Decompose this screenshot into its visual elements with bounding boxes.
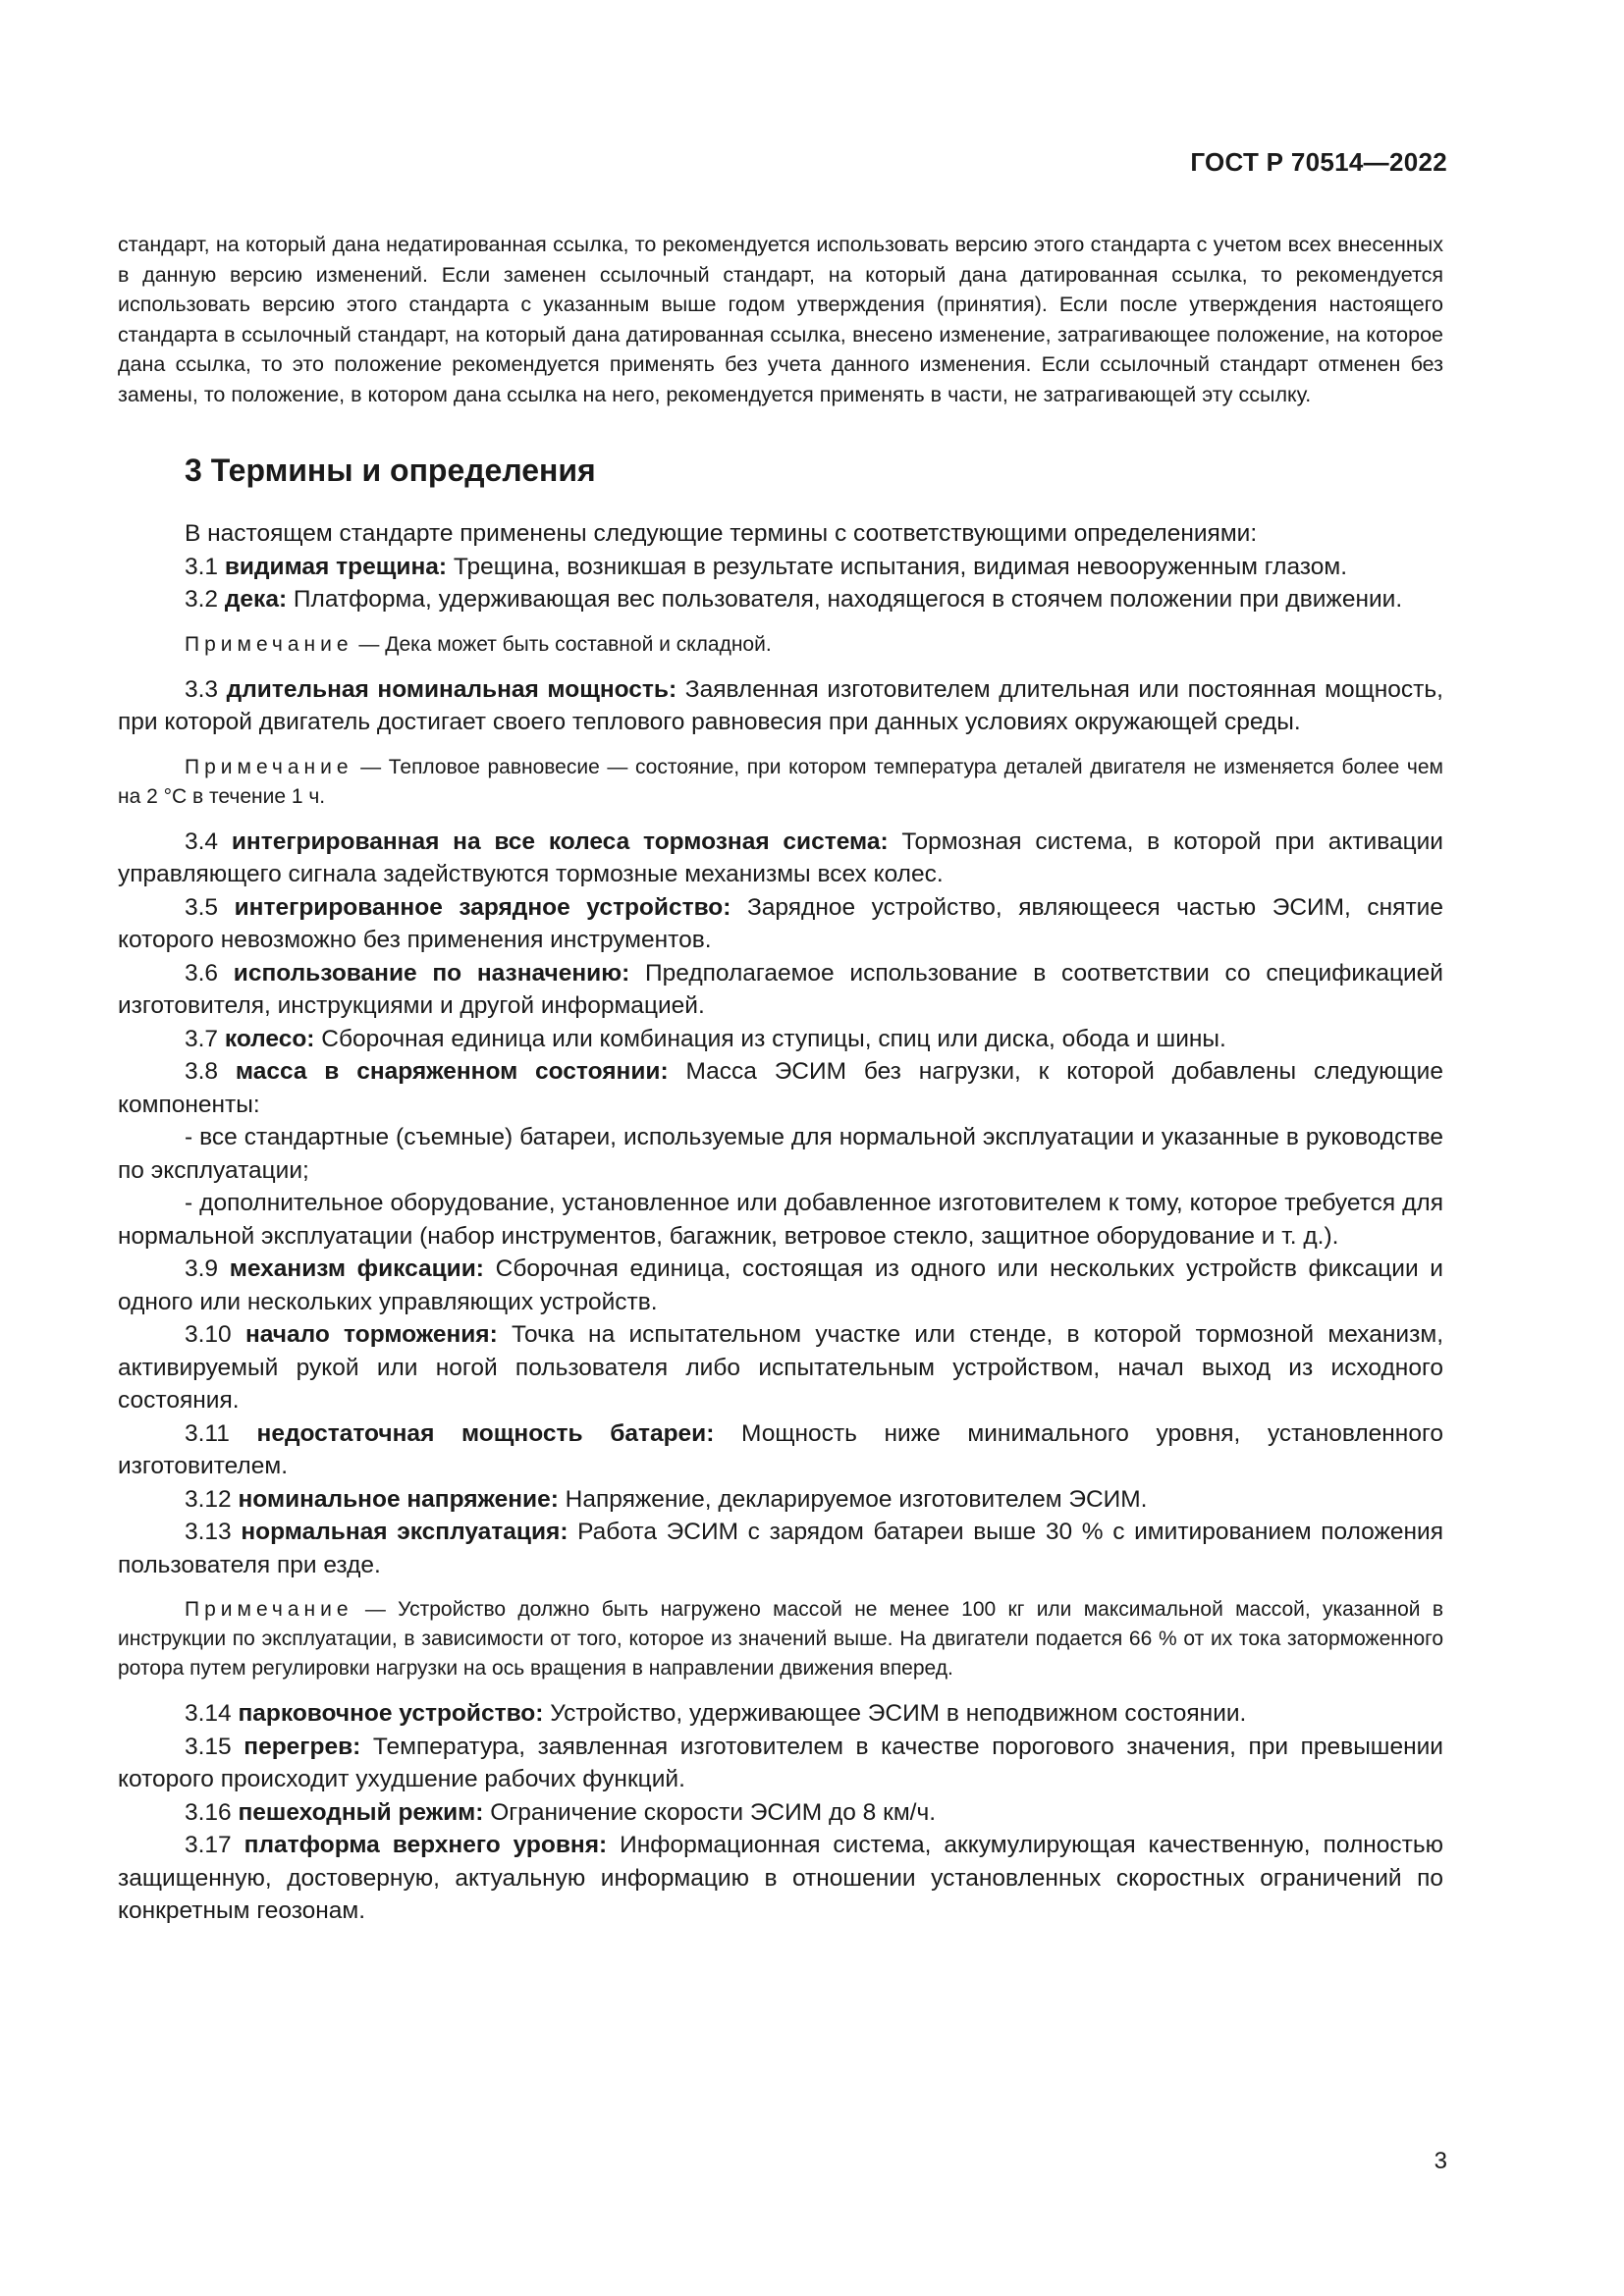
term-number: 3.11 xyxy=(185,1419,257,1447)
term-name: интегрированная на все колеса тормозная система: xyxy=(231,828,889,855)
term-number: 3.6 xyxy=(185,959,234,987)
term-number: 3.8 xyxy=(185,1058,236,1085)
term-definition: Точка на испытательном участке или стенде, в которой тормозной механизм, активируемый рукой или ногой пользователя либо испытательным устройством, начал выход из исходного состояния. xyxy=(118,1321,1443,1414)
note-text: — Дека может быть составной и складной. xyxy=(352,632,772,656)
note-text: — Устройство должно быть нагружено массой не менее 100 кг или максимальной массой, указанной в инструкции по эксплуатации, в зависимости от того, которое из значений выше. На двигатели подается 66 % от их тока заторможенного ротора путем регулировки нагрузки на ось вращения в направлении движения вперед. xyxy=(118,1598,1443,1680)
term-name: колесо: xyxy=(224,1025,315,1052)
term-3-9 xyxy=(118,1253,1443,1318)
term-number: 3.13 xyxy=(185,1519,242,1545)
term-definition: Масса ЭСИМ без нагрузки, к которой добавлены следующие компоненты: xyxy=(118,1058,1443,1118)
note-3-2 xyxy=(118,630,1443,660)
note-label: Примечание xyxy=(185,1598,353,1621)
term-number: 3.3 xyxy=(185,675,227,703)
term-name: парковочное устройство: xyxy=(238,1700,544,1727)
term-3-8 xyxy=(118,1055,1443,1121)
term-definition: Температура, заявленная изготовителем в качестве порогового значения, при превышении которого происходит ухудшение рабочих функций. xyxy=(118,1733,1443,1792)
term-3-16 xyxy=(118,1796,1443,1830)
term-name: масса в снаряженном состоянии: xyxy=(235,1058,669,1085)
term-number: 3.16 xyxy=(185,1798,239,1826)
intro-paragraph-block xyxy=(118,230,1443,409)
term-definition: Зарядное устройство, являющееся частью ЭСИМ, снятие которого невозможно без применения инструментов. xyxy=(118,893,1443,953)
term-number: 3.7 xyxy=(185,1025,225,1052)
term-definition: Тормозная система, в которой при активации управляющего сигнала задействуются тормозные механизмы всех колес. xyxy=(118,828,1443,887)
term-definition: Предполагаемое использование в соответствии со спецификацией изготовителя, инструкциями и другой информацией. xyxy=(118,959,1443,1019)
term-3-4 xyxy=(118,826,1443,891)
term-name: недостаточная мощность батареи: xyxy=(256,1419,715,1447)
term-3-14 xyxy=(118,1697,1443,1731)
term-number: 3.10 xyxy=(185,1321,245,1348)
term-3-6 xyxy=(118,957,1443,1023)
term-3-12 xyxy=(118,1483,1443,1517)
term-number: 3.1 xyxy=(185,553,225,580)
term-definition: Трещина, возникшая в результате испытания, видимая невооруженным глазом. xyxy=(447,553,1348,580)
term-3-13 xyxy=(118,1516,1443,1581)
term-definition: Мощность ниже минимального уровня, установленного изготовителем. xyxy=(118,1419,1443,1479)
term-number: 3.4 xyxy=(185,828,232,855)
term-name: платформа верхнего уровня: xyxy=(244,1832,608,1858)
term-name: механизм фиксации: xyxy=(229,1255,484,1282)
term-3-17 xyxy=(118,1829,1443,1928)
note-label: Примечание xyxy=(185,632,353,656)
page-content xyxy=(118,230,1443,1928)
term-name: номинальное напряжение: xyxy=(238,1485,559,1513)
term-name: длительная номинальная мощность: xyxy=(226,675,677,703)
term-number: 3.9 xyxy=(185,1255,230,1282)
term-3-2 xyxy=(118,583,1443,616)
term-name: дека: xyxy=(224,586,288,613)
term-definition: Сборочная единица, состоящая из одного или нескольких устройств фиксации и одного или нескольких управляющих устройств. xyxy=(118,1255,1443,1315)
term-definition: Ограничение скорости ЭСИМ до 8 км/ч. xyxy=(483,1798,937,1826)
term-number: 3.17 xyxy=(185,1832,244,1858)
term-name: видимая трещина: xyxy=(224,553,448,580)
term-number: 3.5 xyxy=(185,893,235,921)
term-3-3 xyxy=(118,673,1443,739)
term-name: пешеходный режим: xyxy=(238,1798,484,1826)
term-3-11 xyxy=(118,1417,1443,1483)
note-text: — Тепловое равновесие — состояние, при котором температура деталей двигателя не изменяется более чем на 2 °C в течение 1 ч. xyxy=(118,755,1443,808)
term-definition: Сборочная единица или комбинация из ступицы, спиц или диска, обода и шины. xyxy=(314,1025,1226,1052)
section-title: 3 Термины и определения xyxy=(185,453,596,488)
term-number: 3.12 xyxy=(185,1485,239,1513)
term-3-1 xyxy=(118,551,1443,584)
term-definition: Информационная система, аккумулирующая качественную, полностью защищенную, достоверную, актуальную информацию в отношении установленных скоростных ограничений по конкретным геозонам. xyxy=(118,1832,1444,1924)
list-item: - дополнительное оборудование, установленное или добавленное изготовителем к тому, которое требуется для нормальной эксплуатации (набор инструментов, багажник, ветровое стекло, защитное оборудование и т. д.). xyxy=(118,1190,1443,1250)
term-name: интегрированное зарядное устройство: xyxy=(234,893,731,921)
note-3-13 xyxy=(118,1595,1443,1683)
term-3-7 xyxy=(118,1023,1443,1056)
term-3-15 xyxy=(118,1731,1443,1796)
term-definition: Заявленная изготовителем длительная или постоянная мощность, при которой двигатель достигает своего теплового равновесия при данных условиях окружающей среды. xyxy=(118,675,1443,735)
term-name: начало торможения: xyxy=(244,1321,498,1348)
term-number: 3.14 xyxy=(185,1700,239,1727)
page-number: 3 xyxy=(1434,2148,1447,2174)
term-3-10 xyxy=(118,1318,1443,1417)
term-definition: Работа ЭСИМ с зарядом батареи выше 30 % с имитированием положения пользователя при езде. xyxy=(118,1519,1443,1578)
term-definition: Платформа, удерживающая вес пользователя, находящегося в стоячем положении при движении. xyxy=(287,586,1403,613)
term-definition: Устройство, удерживающее ЭСИМ в неподвижном состоянии. xyxy=(543,1700,1247,1727)
standard-code-header: ГОСТ Р 70514—2022 xyxy=(1190,147,1447,177)
note-3-3 xyxy=(118,753,1443,812)
term-3-5 xyxy=(118,891,1443,957)
term-name: перегрев: xyxy=(244,1733,361,1760)
list-item: - все стандартные (съемные) батареи, используемые для нормальной эксплуатации и указанные в руководстве по эксплуатации; xyxy=(118,1124,1443,1184)
term-name: использование по назначению: xyxy=(233,959,630,987)
term-number: 3.15 xyxy=(185,1733,244,1760)
section-intro: В настоящем стандарте применены следующие термины с соответствующими определениями: xyxy=(185,520,1258,547)
term-number: 3.2 xyxy=(185,586,225,613)
note-label: Примечание xyxy=(185,755,353,778)
term-definition: Напряжение, декларируемое изготовителем ЭСИМ. xyxy=(558,1485,1148,1513)
term-name: нормальная эксплуатация: xyxy=(241,1519,568,1545)
intro-paragraph: стандарт, на который дана недатированная ссылка, то рекомендуется использовать версию этого стандарта с учетом всех внесенных в данную версию изменений. Если заменен ссылочный стандарт, на который дана датированная ссылка, то рекомендуется использовать версию этого стандарта с указанным выше годом утверждения (принятия). Если после утверждения настоящего стандарта в ссылочный стандарт, на который дана датированная ссылка, внесено изменение, затрагивающее положение, на которое дана ссылка, то это положение рекомендуется применять без учета данного изменения. Если ссылочный стандарт отменен без замены, то положение, в котором дана ссылка на него, рекомендуется применять в части, не затрагивающей эту ссылку. xyxy=(118,233,1443,406)
